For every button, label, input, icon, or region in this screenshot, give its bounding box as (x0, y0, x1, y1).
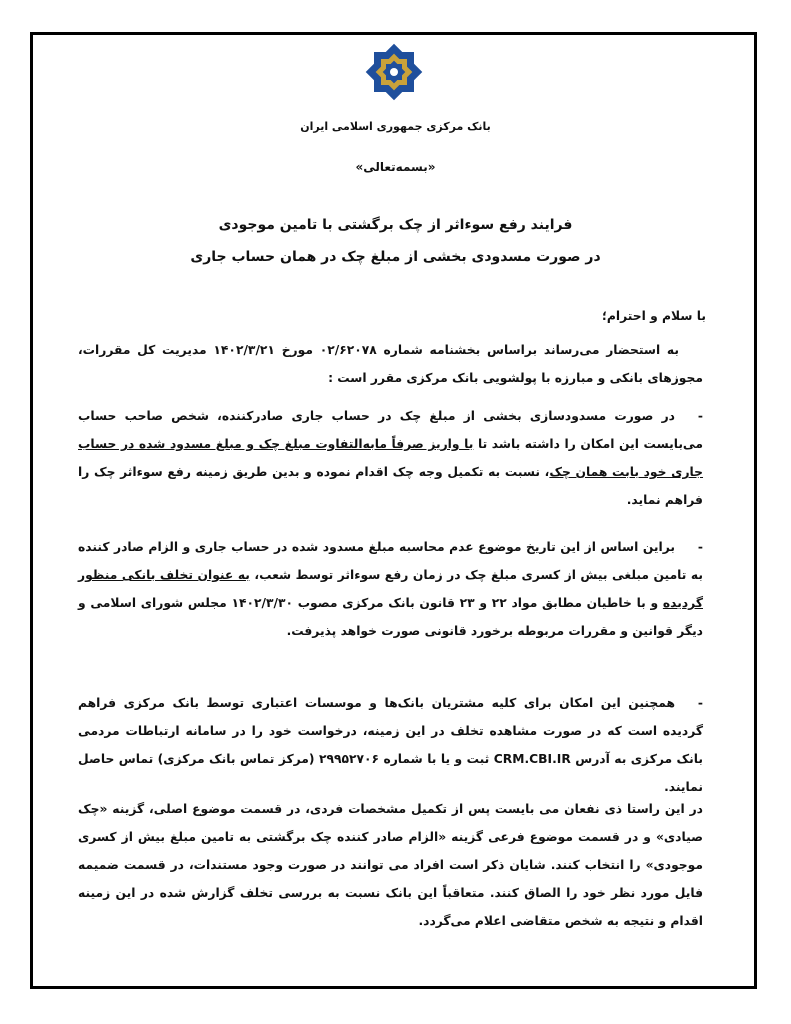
greeting: با سلام و احترام؛ (601, 309, 706, 323)
closing-paragraph: در این راستا ذی نفعان می بایست پس از تکمیل مشخصات فردی، در قسمت موضوع اصلی، گزینه «چک صیادی» و در قسمت موضوع فرعی گزینه «الزام صادر کننده چک برگشتی به تامین مبلغ بیش از کسری موجودی» را انتخاب کنند. شایان ذکر است افراد می توانند در صورت وجود مستندات، در قسمت ضمیمه فایل مورد نظر خود را الصاق کنند. متعاقباً این بانک نسبت به بررسی تخلف گزارش شده در این زمینه اقدام و نتیجه به شخص متقاضی اعلام می‌گردد. (78, 802, 703, 928)
bullet-2-text-end: و با خاطیان مطابق مواد ۲۲ و ۲۳ قانون بانک مرکزی مصوب ۱۴۰۲/۳/۳۰ مجلس شورای اسلامی و دیگر قوانین و مقررات مربوطه برخورد قانونی صورت خواهد پذیرفت. (78, 596, 703, 638)
bullet-item-1 (78, 402, 703, 514)
bank-name: بانک مرکزی جمهوری اسلامی ایران (300, 120, 491, 133)
title-line-1: فرایند رفع سوءاثر از چک برگشتی با تامین موجودی (218, 217, 573, 233)
bullet-1-underlined: با واریز صرفاً مابه‌التفاوت مبلغ چک و مبلغ مسدود شده در حساب جاری خود بابت همان چک (78, 437, 704, 479)
bullet-1-text-end: ، نسبت به تکمیل وجه چک اقدام نموده و بدین طریق زمینه رفع سوءاثر چک را فراهم نماید. (78, 465, 703, 507)
bullet-2-text: براین اساس از این تاریخ موضوع عدم محاسبه مبلغ مسدود شده در حساب جاری و الزام صادر کننده به تامین مبلغی بیش از کسری مبلغ چک در زمان رفع سوءاثر توسط شعب، (78, 540, 703, 582)
bullet-2-underlined: به عنوان تخلف بانکی منظور گردیده (78, 568, 703, 610)
intro-paragraph: به استحضار می‌رساند براساس بخشنامه شماره ۰۲/۶۲۰۷۸ مورخ ۱۴۰۲/۳/۲۱ مدیریت کل مقررات، مجوزهای بانکی و مبارزه با پولشویی بانک مرکزی مقرر است : (78, 343, 703, 385)
bullet-1-text: در صورت مسدودسازی بخشی از مبلغ چک در حساب جاری صادرکننده، شخص صاحب حساب می‌بایست این امکان را داشته باشد تا (78, 409, 703, 451)
title-line-2: در صورت مسدودی بخشی از مبلغ چک در همان حساب جاری (190, 249, 601, 265)
central-bank-logo-icon (362, 40, 426, 104)
bullet-dash: - (697, 696, 703, 710)
bullet-dash: - (697, 409, 703, 423)
bullet-item-2 (78, 533, 703, 645)
bullet-3-text: همچنین این امکان برای کلیه مشتریان بانک‌ها و موسسات اعتباری توسط بانک مرکزی فراهم گردیده است که در صورت مشاهده تخلف در این زمینه، درخواست خود را در سامانه ارتباطات مردمی بانک مرکزی به آدرس CRM.CBI.IR ثبت و یا با شماره ۲۹۹۵۲۷۰۶ (مرکز تماس بانک مرکزی) تماس حاصل نمایند. (78, 696, 703, 794)
bullet-item-3 (78, 689, 703, 801)
bullet-dash: - (697, 540, 703, 554)
bismillah: «بسمه‌تعالی» (355, 160, 436, 174)
